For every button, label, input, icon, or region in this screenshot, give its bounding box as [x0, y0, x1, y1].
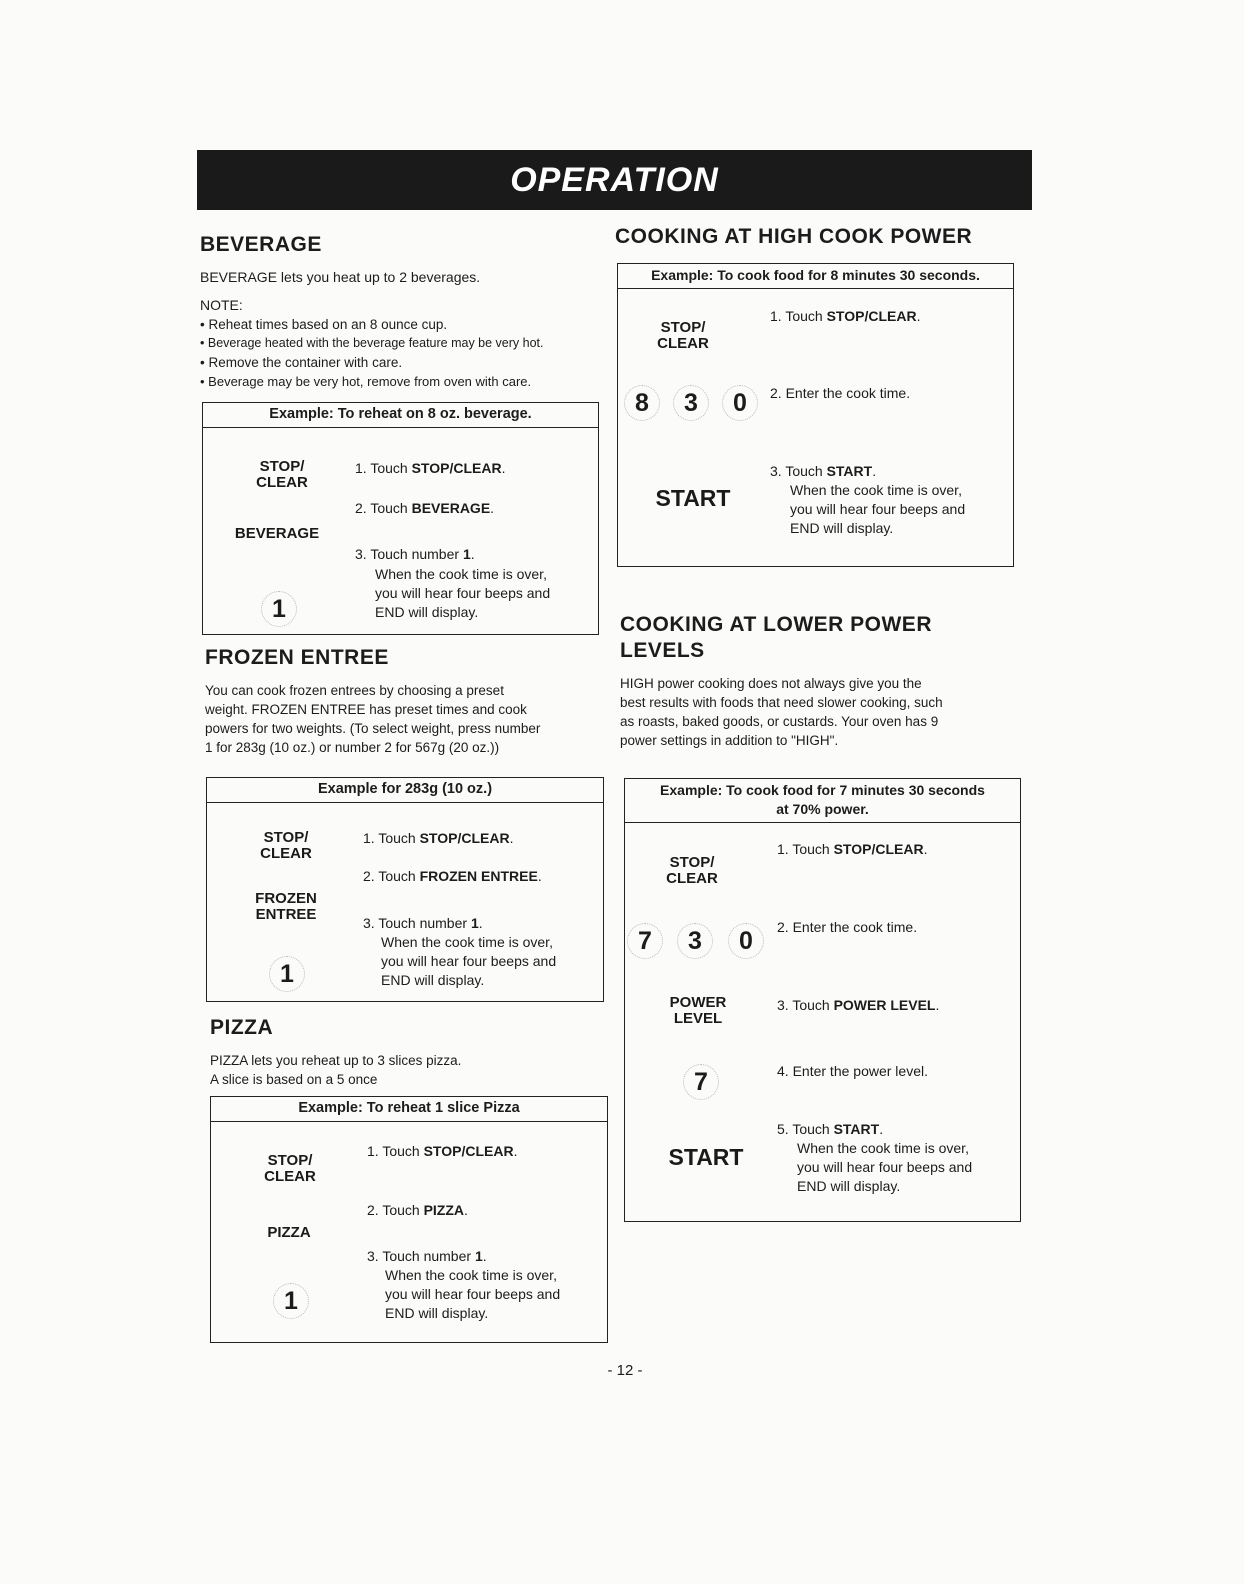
key-label: STOP/	[263, 829, 309, 846]
frozen-entree-key[interactable]	[241, 891, 331, 923]
step-4: 4. Enter the power level.	[777, 1063, 928, 1079]
pizza-section	[210, 1015, 610, 1089]
stop-clear-key[interactable]	[648, 320, 718, 352]
high-power-heading: COOKING AT HIGH COOK POWER	[615, 225, 973, 248]
key-label: ENTREE	[255, 906, 317, 923]
key-label: CLEAR	[657, 335, 709, 352]
start-key[interactable]	[648, 486, 738, 510]
key-label: 3	[684, 389, 698, 417]
beverage-key[interactable]	[227, 526, 327, 542]
lower-power-section	[620, 612, 1030, 750]
key-label: STOP/	[660, 319, 706, 336]
digit-key-8[interactable]	[624, 385, 660, 421]
key-label: CLEAR	[264, 1168, 316, 1185]
key-label: LEVEL	[673, 1010, 723, 1027]
start-key[interactable]	[661, 1145, 751, 1169]
high-power-section	[615, 224, 1035, 250]
step-2: 2. Enter the cook time.	[770, 385, 911, 401]
step-1: 1. Touch STOP/CLEAR.	[367, 1143, 518, 1159]
step-2: 2. Touch BEVERAGE.	[355, 500, 495, 516]
key-label: BEVERAGE	[234, 525, 320, 542]
stop-clear-key[interactable]	[251, 830, 321, 862]
step-2: 2. Enter the cook time.	[777, 919, 918, 935]
pizza-heading: PIZZA	[210, 1016, 274, 1039]
key-label: 1	[280, 960, 294, 988]
step-3: 3. Touch POWER LEVEL.	[777, 997, 940, 1013]
frozen-example-box	[206, 777, 604, 1002]
beverage-notes	[200, 315, 600, 391]
key-label: CLEAR	[256, 474, 308, 491]
operation-banner	[197, 150, 1032, 210]
key-label: 1	[272, 595, 286, 623]
beverage-section	[200, 232, 600, 391]
key-label: 7	[694, 1068, 708, 1096]
step-3: 3. Touch number 1.	[355, 546, 475, 562]
digit-key-1[interactable]	[269, 956, 305, 992]
key-label: START	[668, 1144, 744, 1170]
note-item: • Reheat times based on an 8 ounce cup.	[200, 315, 600, 334]
pizza-intro: PIZZA lets you reheat up to 3 slices pizza. A slice is based on a 5 once	[210, 1053, 462, 1087]
note-item: • Beverage may be very hot, remove from oven with care.	[200, 372, 600, 391]
step-3-detail: When the cook time is over, you will hear four beeps and END will display.	[375, 566, 551, 620]
digit-key-0[interactable]	[728, 923, 764, 959]
frozen-example-title: Example for 283g (10 oz.)	[207, 778, 603, 803]
key-label: 7	[638, 927, 652, 955]
key-label: STOP/	[259, 458, 305, 475]
step-3-detail: When the cook time is over, you will hear four beeps and END will display.	[790, 482, 966, 536]
key-label: CLEAR	[666, 870, 718, 887]
digit-key-0[interactable]	[722, 385, 758, 421]
beverage-intro: BEVERAGE lets you heat up to 2 beverages.	[200, 269, 481, 285]
note-title: NOTE:	[200, 297, 243, 313]
frozen-heading: FROZEN ENTREE	[205, 646, 389, 669]
key-label: STOP/	[267, 1152, 313, 1169]
lower-power-example-title: Example: To cook food for 7 minutes 30 seconds at 70% power.	[625, 779, 1020, 823]
key-label: STOP/	[669, 854, 715, 871]
stop-clear-key[interactable]	[657, 855, 727, 887]
step-3: 3. Touch START.	[770, 463, 877, 479]
step-3-detail: When the cook time is over, you will hear four beeps and END will display.	[385, 1267, 561, 1321]
digit-key-1[interactable]	[261, 591, 297, 627]
key-label: 1	[284, 1287, 298, 1315]
banner-title: OPERATION	[510, 161, 719, 199]
key-label: 3	[688, 927, 702, 955]
note-item: • Beverage heated with the beverage feature may be very hot.	[200, 334, 600, 353]
step-2: 2. Touch FROZEN ENTREE.	[363, 868, 542, 884]
stop-clear-key[interactable]	[247, 459, 317, 491]
beverage-example-title: Example: To reheat on 8 oz. beverage.	[203, 403, 598, 428]
key-label: POWER	[669, 994, 727, 1011]
step-5: 5. Touch START.	[777, 1121, 884, 1137]
step-1: 1. Touch STOP/CLEAR.	[363, 830, 514, 846]
key-label: 0	[739, 927, 753, 955]
step-3: 3. Touch number 1.	[363, 915, 483, 931]
step-3-detail: When the cook time is over, you will hear four beeps and END will display.	[381, 934, 557, 988]
lower-power-example-box	[624, 778, 1021, 1222]
key-label: 0	[733, 389, 747, 417]
digit-key-7[interactable]	[683, 1064, 719, 1100]
frozen-intro: You can cook frozen entrees by choosing a preset weight. FROZEN ENTREE has preset times and cook powers for two weights. (To select weight, press number 1 for 283g (10 oz.) or number 2 for 567g (20 oz.))	[205, 683, 541, 755]
high-power-example-title: Example: To cook food for 8 minutes 30 seconds.	[618, 264, 1013, 289]
step-1: 1. Touch STOP/CLEAR.	[770, 308, 921, 324]
pizza-key[interactable]	[249, 1225, 329, 1241]
digit-key-3[interactable]	[673, 385, 709, 421]
frozen-section	[205, 645, 605, 757]
step-2: 2. Touch PIZZA.	[367, 1202, 468, 1218]
step-1: 1. Touch STOP/CLEAR.	[355, 460, 506, 476]
key-label: START	[655, 485, 731, 511]
pizza-example-box	[210, 1096, 608, 1343]
page-number: - 12 -	[607, 1362, 643, 1379]
key-label: CLEAR	[260, 845, 312, 862]
stop-clear-key[interactable]	[255, 1153, 325, 1185]
digit-key-7[interactable]	[627, 923, 663, 959]
high-power-example-box	[617, 263, 1014, 567]
pizza-example-title: Example: To reheat 1 slice Pizza	[211, 1097, 607, 1122]
key-label: PIZZA	[267, 1224, 311, 1241]
beverage-heading: BEVERAGE	[200, 233, 322, 256]
lower-power-intro: HIGH power cooking does not always give you the best results with foods that need slower cooking, such as roasts, baked goods, or custards. Your oven has 9 power settings in addition to "HIGH".	[620, 676, 943, 748]
note-item: • Remove the container with care.	[200, 353, 600, 372]
digit-key-1[interactable]	[273, 1283, 309, 1319]
step-3: 3. Touch number 1.	[367, 1248, 487, 1264]
lower-power-heading: COOKING AT LOWER POWER LEVELS	[620, 613, 932, 662]
power-level-key[interactable]	[663, 995, 733, 1027]
step-5-detail: When the cook time is over, you will hear four beeps and END will display.	[797, 1140, 973, 1194]
key-label: 8	[635, 389, 649, 417]
digit-key-3[interactable]	[677, 923, 713, 959]
step-1: 1. Touch STOP/CLEAR.	[777, 841, 928, 857]
beverage-example-box	[202, 402, 599, 635]
key-label: FROZEN	[255, 890, 317, 907]
